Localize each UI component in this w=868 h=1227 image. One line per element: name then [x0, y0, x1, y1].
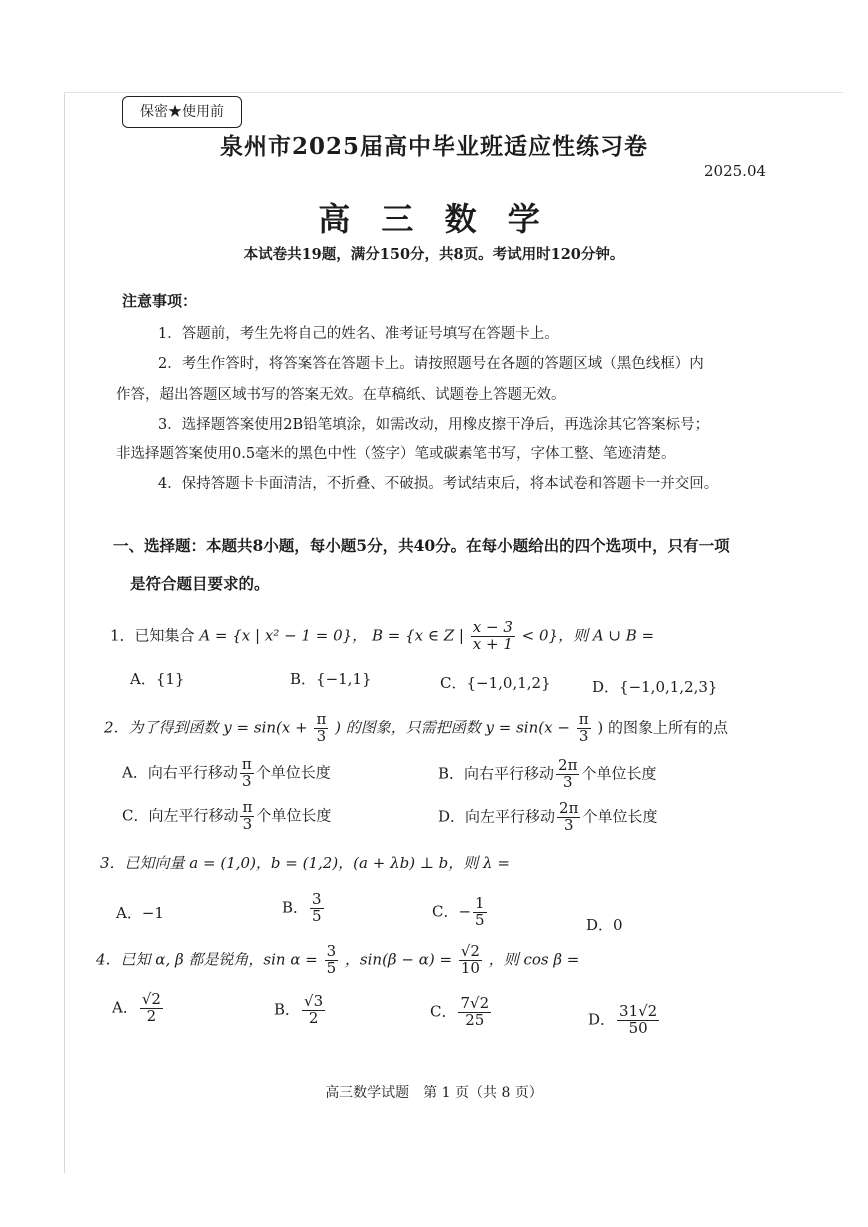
- q2-option-b: B．向右平行移动 $\frac{2\pi}{3}$ 个单位长度: [438, 756, 657, 791]
- question-2-stem: [104, 712, 728, 745]
- q4-option-a: A． $\frac{√2}{2}$: [112, 990, 161, 1025]
- exam-intro: 本试卷共19题，满分150分，共8页。考试用时120分钟。: [243, 246, 625, 263]
- note-line: 作答，超出答题区域书写的答案无效。在草稿纸、试题卷上答题无效。: [116, 387, 566, 403]
- section-heading-cont: 是符合题目要求的。: [130, 574, 270, 593]
- exam-date: 2025.04: [704, 162, 767, 180]
- q4-option-c: C． $\frac{7√2}{25}$: [430, 994, 490, 1029]
- note-line: 非选择题答案使用0.5毫米的黑色中性（签字）笔或碳素笔书写，字体工整、笔迹清楚。: [116, 446, 676, 462]
- q1-set-b: B = {x ∈ Z |: [371, 626, 464, 645]
- note-line: 3．选择题答案使用2B铅笔填涂，如需改动，用橡皮擦干净后，再选涂其它答案标号；: [158, 417, 710, 433]
- confidential-stamp: 保密★使用前: [122, 96, 242, 128]
- q4-option-b: B． $\frac{√3}{2}$: [274, 992, 324, 1027]
- q1-option-a: A．{1}: [130, 670, 185, 688]
- page-footer: 高三数学试题 第 1 页（共 8 页）: [325, 1085, 543, 1101]
- q1-option-c: C．{−1,0,1,2}: [440, 674, 551, 692]
- q1-set-b-end: < 0}，则 A ∪ B =: [521, 626, 655, 645]
- q2-option-a: A．向右平行移动 $\frac{\pi}{3}$ 个单位长度: [122, 755, 331, 790]
- q1-option-b: B．{−1,1}: [290, 670, 372, 688]
- q2-stem-c: ) 的图象上所有的点: [597, 718, 728, 737]
- q2-option-d: D．向左平行移动 $\frac{2\pi}{3}$ 个单位长度: [438, 799, 658, 834]
- q2-fraction: $\frac{\pi}{3}$: [316, 710, 327, 745]
- question-3-stem: 3．已知向量 a = (1,0)，b = (1,2)，(a + λb) ⊥ b，则 λ =: [100, 854, 510, 872]
- q2-fraction: $\frac{\pi}{3}$: [578, 710, 589, 745]
- q1-set-a: A = {x | x² − 1 = 0}，: [199, 626, 368, 645]
- q2-stem-a: 2．为了得到函数 y = sin(x +: [104, 718, 308, 737]
- subject-title: 高 三 数 学: [318, 200, 550, 238]
- q2-stem-b: ) 的图象，只需把函数 y = sin(x −: [335, 718, 570, 737]
- note-line: 2．考生作答时，将答案答在答题卡上。请按照题号在各题的答题区域（黑色线框）内: [158, 356, 704, 372]
- q1-fraction: $\frac{x - 3}{x + 1}$: [472, 618, 513, 653]
- q3-option-a: A．−1: [116, 904, 164, 922]
- question-1-stem: [110, 620, 654, 653]
- question-4-stem: 4．已知 α, β 都是锐角，sin α = $\frac{3}{5}$ ，sin(β − α) = $\frac{√2}{10}$ ，则 cos β =: [96, 942, 580, 977]
- note-line: 1．答题前，考生先将自己的姓名、准考证号填写在答题卡上。: [158, 326, 559, 342]
- q1-option-d: D．{−1,0,1,2,3}: [592, 678, 718, 696]
- q1-label: 1．已知集合: [110, 626, 195, 645]
- section-heading: 一、选择题：本题共8小题，每小题5分，共40分。在每小题给出的四个选项中，只有一项: [113, 536, 730, 555]
- q4-option-d: D． $\frac{31√2}{50}$: [588, 1002, 658, 1037]
- notes-heading: 注意事项：: [122, 292, 198, 310]
- note-line: 4．保持答题卡卡面清洁，不折叠、不破损。考试结束后，将本试卷和答题卡一并交回。: [158, 476, 719, 492]
- q3-option-b: B． $\frac{3}{5}$: [282, 890, 322, 925]
- q2-option-c: C．向左平行移动 $\frac{\pi}{3}$ 个单位长度: [122, 798, 332, 833]
- q3-option-c: C．− $\frac{1}{5}$: [432, 894, 485, 929]
- q3-option-d: D．0: [586, 916, 623, 934]
- exam-title: 泉州市2025届高中毕业班适应性练习卷: [219, 133, 648, 160]
